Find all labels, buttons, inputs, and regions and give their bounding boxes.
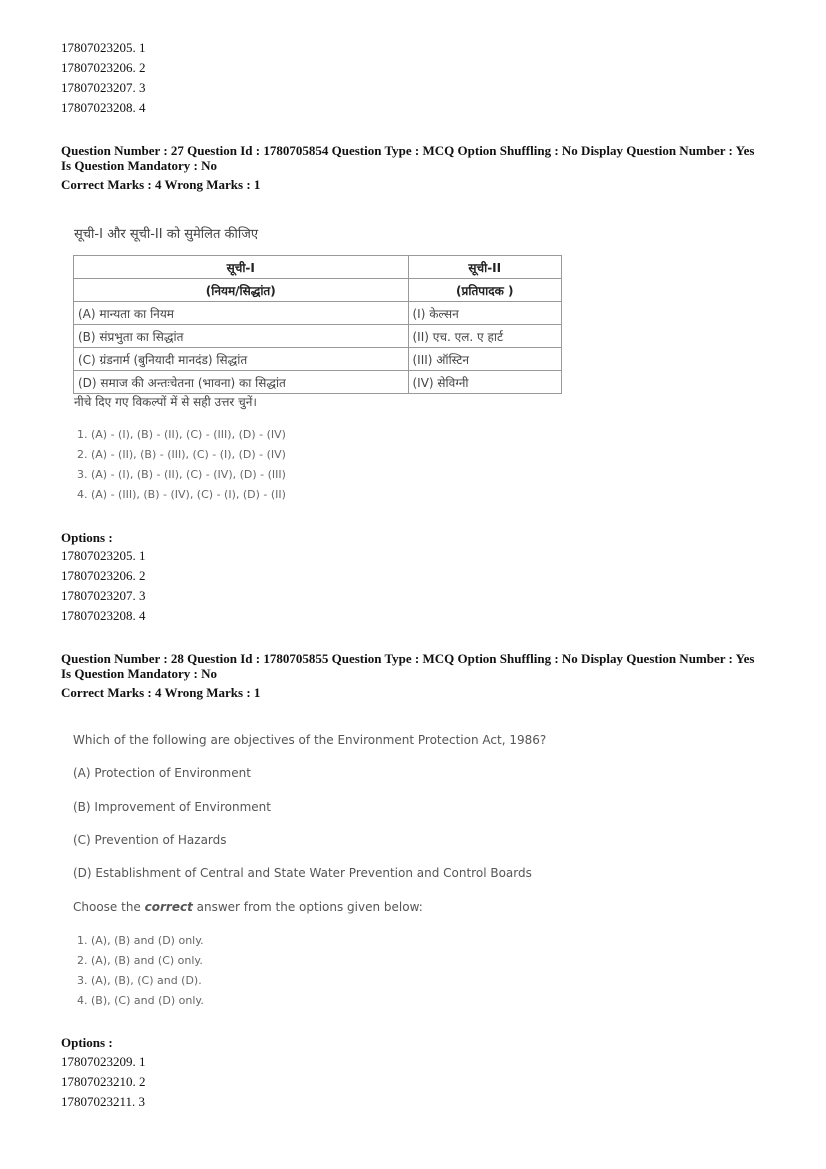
answer-choice: 3. (A) - (I), (B) - (II), (C) - (IV), (D) - (III) [77, 468, 286, 481]
question-prompt: नीचे दिए गए विकल्पों में से सही उत्तर चुनें। [74, 395, 257, 409]
answer-choice: 3. (A), (B), (C) and (D). [77, 974, 202, 987]
option-id-line: 17807023206. 2 [61, 60, 146, 75]
option-id-line: 17807023207. 3 [61, 80, 146, 95]
table-row [74, 325, 562, 348]
option-id-line: 17807023207. 3 [61, 588, 146, 603]
answer-choice: 4. (A) - (III), (B) - (IV), (C) - (I), (D) - (II) [77, 488, 286, 501]
options-label: Options : [61, 530, 113, 545]
prompt-text: answer from the options given below: [192, 900, 423, 914]
option-id-line: 17807023206. 2 [61, 568, 146, 583]
question-instruction: सूची-I और सूची-II को सुमेलित कीजिए [74, 227, 259, 242]
answer-choice: 2. (A), (B) and (C) only. [77, 954, 203, 967]
question-item: (D) Establishment of Central and State Water Prevention and Control Boards [73, 866, 532, 880]
question-meta: Question Number : 28 Question Id : 1780705855 Question Type : MCQ Option Shuffling : No Display Question Number : Yes [61, 651, 755, 666]
question-prompt [73, 900, 423, 914]
table-cell: (B) संप्रभुता का सिद्धांत [74, 325, 409, 348]
question-mandatory: Is Question Mandatory : No [61, 666, 218, 681]
answer-choice: 4. (B), (C) and (D) only. [77, 994, 204, 1007]
table-cell: (D) समाज की अन्तःचेतना (भावना) का सिद्धांत [74, 371, 409, 394]
question-item: (A) Protection of Environment [73, 766, 251, 780]
table-row [74, 348, 562, 371]
table-row [74, 371, 562, 394]
question-item: (C) Prevention of Hazards [73, 833, 227, 847]
option-id-line: 17807023210. 2 [61, 1074, 146, 1089]
answer-choice: 1. (A) - (I), (B) - (II), (C) - (III), (D) - (IV) [77, 428, 286, 441]
question-mandatory: Is Question Mandatory : No [61, 158, 218, 173]
option-id-line: 17807023208. 4 [61, 608, 146, 623]
table-row [74, 302, 562, 325]
option-id-line: 17807023211. 3 [61, 1094, 146, 1109]
table-header-list1: सूची-I [74, 256, 409, 279]
table-cell: (I) केल्सन [408, 302, 562, 325]
table-subheader-list2: (प्रतिपादक ) [408, 279, 562, 302]
option-id-line: 17807023205. 1 [61, 40, 146, 55]
option-id-line: 17807023209. 1 [61, 1054, 146, 1069]
option-id-line: 17807023208. 4 [61, 100, 146, 115]
question-meta: Question Number : 27 Question Id : 1780705854 Question Type : MCQ Option Shuffling : No Display Question Number : Yes [61, 143, 755, 158]
match-table [73, 255, 562, 394]
prompt-emphasis: correct [144, 900, 193, 914]
option-id-line: 17807023205. 1 [61, 548, 146, 563]
table-subheader-list1: (नियम/सिद्धांत) [74, 279, 409, 302]
table-cell: (A) मान्यता का नियम [74, 302, 409, 325]
table-cell: (II) एच. एल. ए हार्ट [408, 325, 562, 348]
table-cell: (III) ऑस्टिन [408, 348, 562, 371]
question-item: (B) Improvement of Environment [73, 800, 271, 814]
prompt-text: Choose the [73, 900, 145, 914]
options-label: Options : [61, 1035, 113, 1050]
question-text: Which of the following are objectives of the Environment Protection Act, 1986? [73, 733, 547, 747]
question-marks: Correct Marks : 4 Wrong Marks : 1 [61, 685, 261, 700]
table-header-list2: सूची-II [408, 256, 562, 279]
answer-choice: 2. (A) - (II), (B) - (III), (C) - (I), (D) - (IV) [77, 448, 286, 461]
answer-choice: 1. (A), (B) and (D) only. [77, 934, 204, 947]
table-cell: (IV) सेविग्नी [408, 371, 562, 394]
question-marks: Correct Marks : 4 Wrong Marks : 1 [61, 177, 261, 192]
table-cell: (C) ग्रंडनार्म (बुनियादी मानदंड) सिद्धांत [74, 348, 409, 371]
